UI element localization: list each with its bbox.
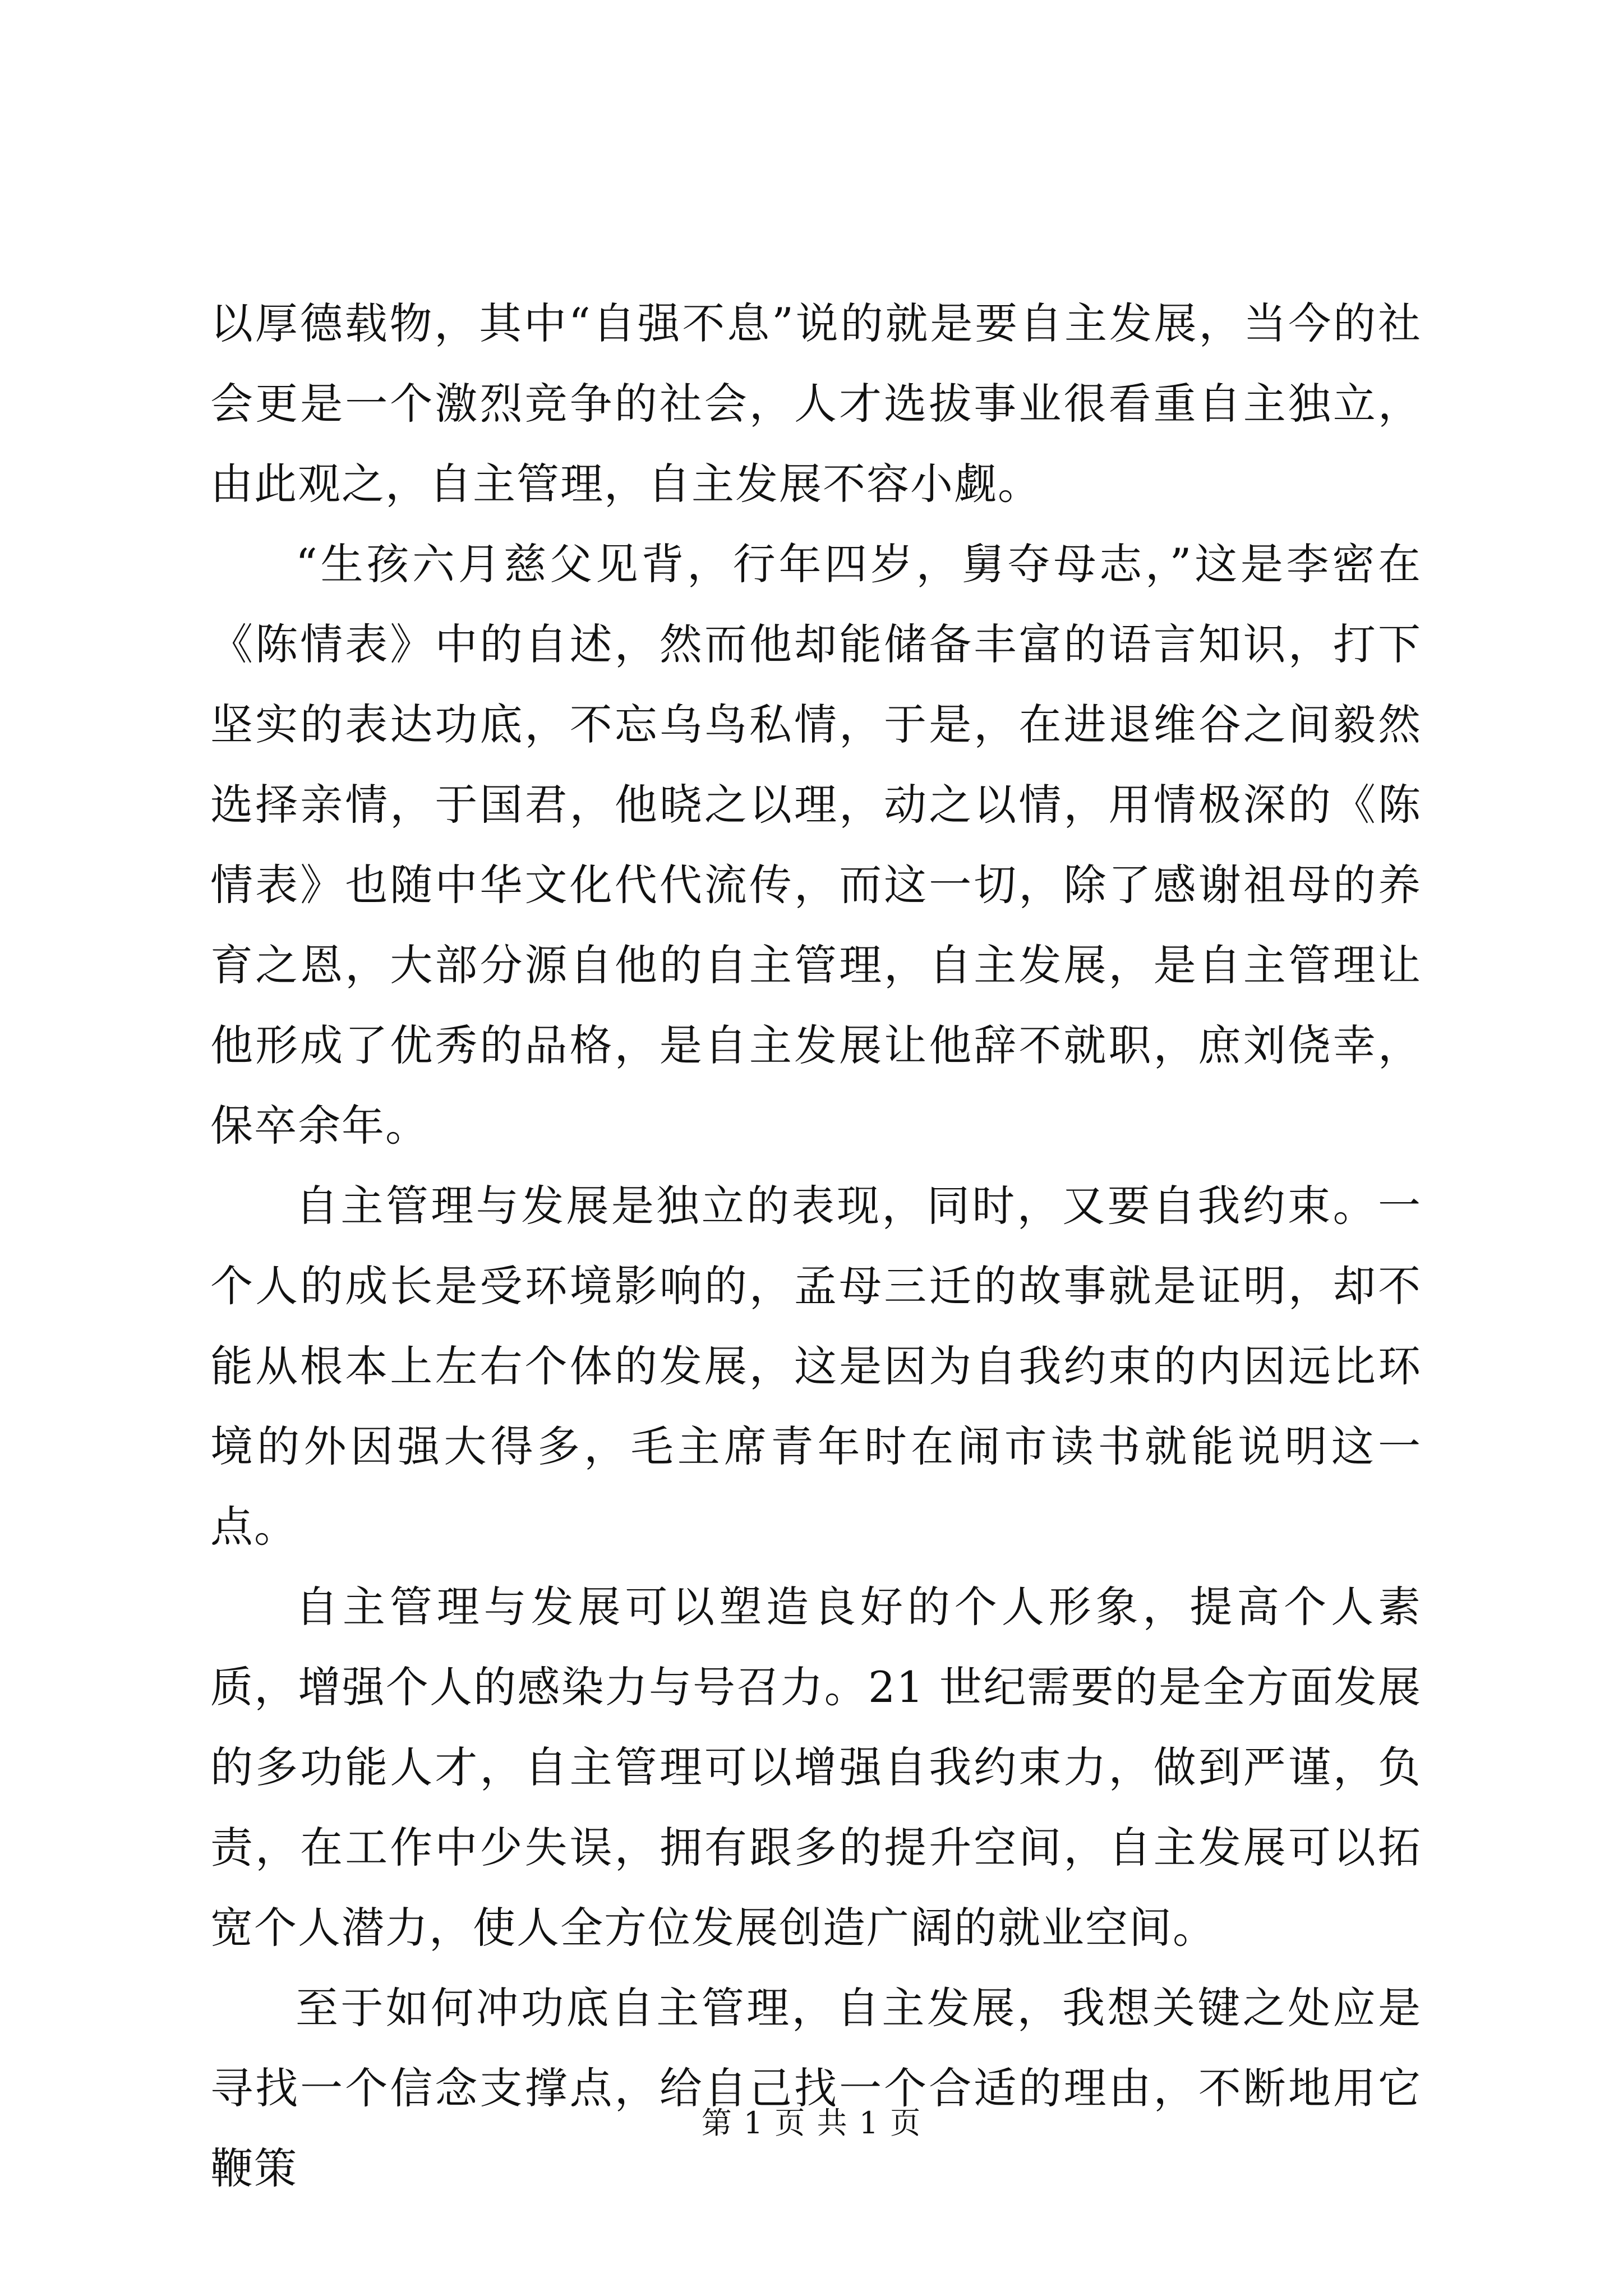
page-number-footer: 第 1 页 共 1 页: [701, 2105, 922, 2141]
paragraph-3: 自主管理与发展是独立的表现，同时，又要自我约束。一个人的成长是受环境影响的，孟母三迁的故事就是证明，却不能从根本上左右个体的发展，这是因为自我约束的内因远比环境的外因强大得多，毛主席青年时在闹市读书就能说明这一点。: [210, 1181, 1422, 1552]
document-body: [210, 283, 1422, 2208]
paragraph-1: 以厚德载物，其中“自强不息”说的就是要自主发展，当今的社会更是一个激烈竞争的社会，人才选拔事业很看重自主独立，由此观之，自主管理，自主发展不容小觑。: [210, 298, 1422, 509]
paragraph-5: 至于如何冲功底自主管理，自主发展，我想关键之处应是寻找一个信念支撑点，给自己找一个合适的理由，不断地用它鞭策: [210, 1983, 1422, 2193]
paragraph-2: “生孩六月慈父见背，行年四岁，舅夺母志，”这是李密在《陈情表》中的自述，然而他却能储备丰富的语言知识，打下坚实的表达功底，不忘乌鸟私情，于是，在进退维谷之间毅然选择亲情，于国君，他晓之以理，动之以情，用情极深的《陈情表》也随中华文化代代流传，而这一切，除了感谢祖母的养育之恩，大部分源自他的自主管理，自主发展，是自主管理让他形成了优秀的品格，是自主发展让他辞不就职，庶刘侥幸，保卒余年。: [210, 539, 1422, 1151]
paragraph-4: 自主管理与发展可以塑造良好的个人形象，提高个人素质，增强个人的感染力与号召力。21 世纪需要的是全方面发展的多功能人才，自主管理可以增强自我约束力，做到严谨，负责，在工作中少失误，拥有跟多的提升空间，自主发展可以拓宽个人潜力，使人全方位发展创造广阔的就业空间。: [210, 1582, 1422, 1953]
